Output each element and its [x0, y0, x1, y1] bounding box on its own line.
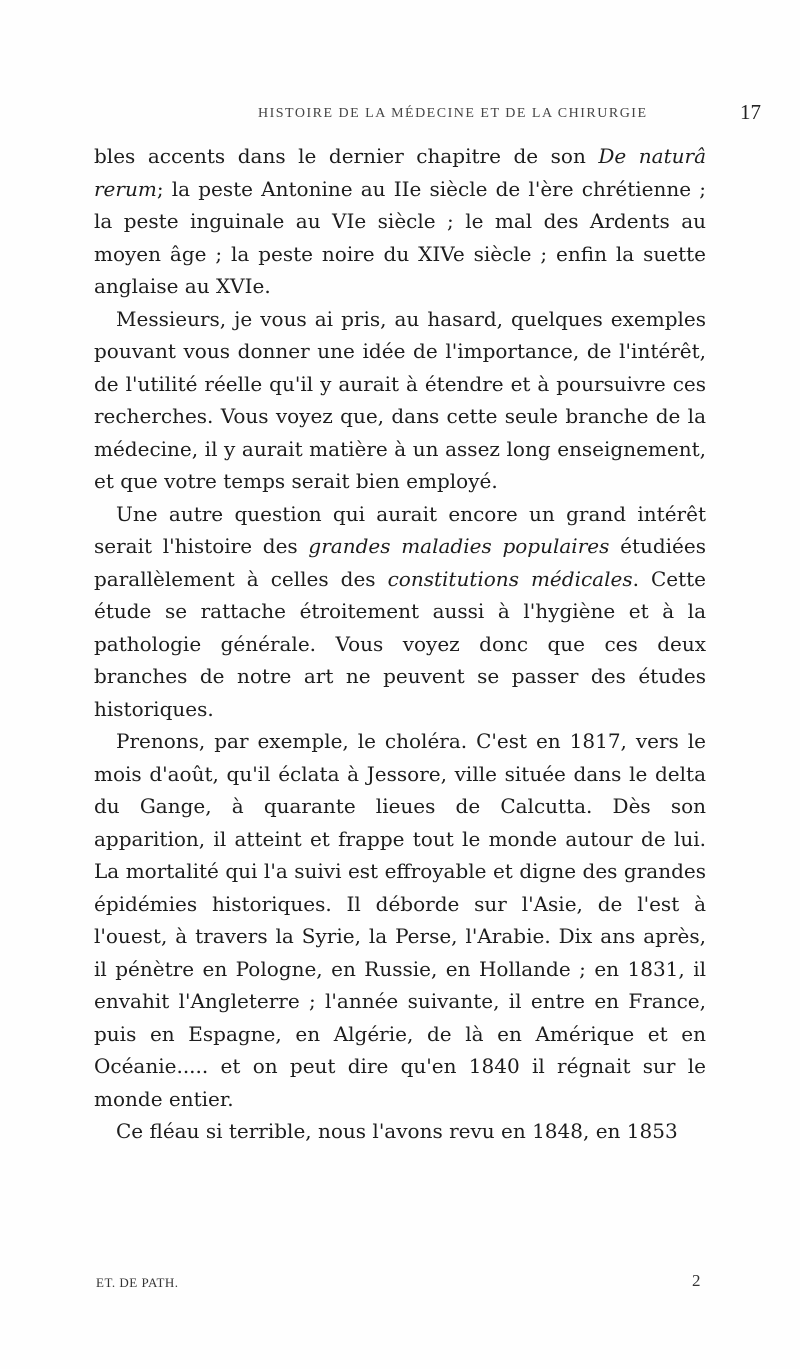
- paragraph-5: Ce fléau si terrible, nous l'avons revu en 1848, en 1853: [116, 1119, 678, 1143]
- running-head: HISTOIRE DE LA MÉDECINE ET DE LA CHIRURGIE: [258, 106, 648, 121]
- signature-mark: ET. DE PATH.: [96, 1275, 179, 1290]
- paragraph-1: [94, 140, 706, 303]
- page-number: 17: [740, 100, 761, 124]
- paragraph-3-part-a: Une autre question qui aurait encore un grand intérêt serait l'histoire des: [94, 501, 706, 558]
- paragraph-1-part-b: ; la peste Antonine au IIe siècle de l'ère chrétienne ; la peste inguinale au VIe siècle ; le mal des Ardents au moyen âge ; la peste noire du XIVe siècle ; enfin la suette anglaise au XVIe.: [94, 176, 706, 298]
- paragraph-3-italic-1: grandes maladies populaires: [308, 534, 610, 558]
- paragraph-4: Prenons, par exemple, le choléra. C'est en 1817, vers le mois d'août, qu'il éclata à Jessore, ville située dans le delta du Gange, à quarante lieues de Calcutta. Dès son apparition, il atteint et frappe tout le monde autour de lui. La mortalité qui l'a suivi est effroyable et digne des grandes épidémies historiques. Il déborde sur l'Asie, de l'est à l'ouest, à travers la Syrie, la Perse, l'Arabie. Dix ans après, il pénètre en Pologne, en Russie, en Hollande ; en 1831, il envahit l'Angleterre ; l'année suivante, il entre en France, puis en Espagne, en Algérie, de là en Amérique et en Océanie..... et on peut dire qu'en 1840 il régnait sur le monde entier.: [94, 729, 706, 1111]
- body-text: [94, 140, 706, 1148]
- paragraph-1-part-a: bles accents dans le dernier chapitre de son: [94, 144, 599, 168]
- paragraph-2: Messieurs, je vous ai pris, au hasard, quelques exemples pouvant vous donner une idée de l'importance, de l'intérêt, de l'utilité réelle qu'il y aurait à étendre et à poursuivre ces recherches. Vous voyez que, dans cette seule branche de la médecine, il y aurait matière à un assez long enseignement, et que votre temps serait bien employé.: [94, 306, 706, 493]
- paragraph-3-italic-2: constitutions médicales: [387, 566, 633, 591]
- paragraph-1-italic: De naturâ rerum: [94, 144, 706, 201]
- paragraph-3-part-c: . Cette étude se rattache étroitement aussi à l'hygiène et à la pathologie générale. Vous voyez donc que ces deux branches de notre art ne peuvent se passer des études historiques.: [94, 566, 707, 721]
- signature-number: 2: [692, 1271, 701, 1290]
- paragraph-3-part-b: étudiées parallèlement à celles des: [94, 534, 706, 591]
- paragraph-3: [94, 498, 706, 726]
